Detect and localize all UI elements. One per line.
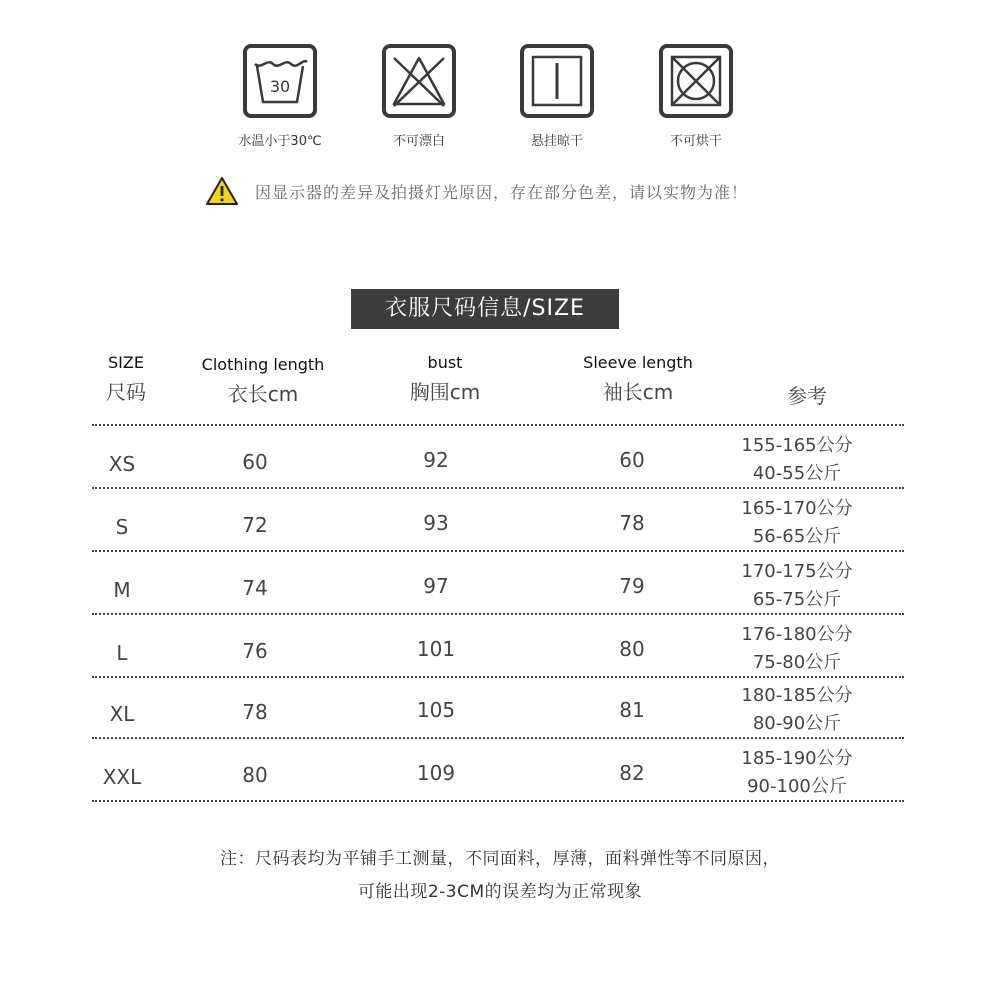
header-length <box>188 355 338 407</box>
table-row <box>92 426 904 489</box>
row-weight: 90-100公斤 <box>747 776 847 797</box>
header-sleeve-en: Sleeve length <box>583 353 693 372</box>
row-bust: 92 <box>423 448 449 472</box>
row-weight: 75-80公斤 <box>752 652 842 673</box>
care-label-bleach: 不可漂白 <box>392 134 445 149</box>
header-sleeve <box>566 353 710 405</box>
header-bust-en: bust <box>427 353 463 372</box>
row-height: 165-170公分 <box>741 498 853 519</box>
care-label-hang: 悬挂晾干 <box>530 134 583 149</box>
row-bust: 105 <box>416 698 456 722</box>
header-bust-zh: 胸围cm <box>409 380 481 404</box>
row-sleeve: 78 <box>619 511 645 535</box>
row-sleeve: 79 <box>619 574 645 598</box>
table-row <box>92 676 904 739</box>
note-line-2: 可能出现2-3CM的误差均为正常现象 <box>357 882 643 902</box>
wash-30-icon <box>243 44 317 118</box>
row-sleeve: 81 <box>619 698 645 722</box>
row-sleeve: 60 <box>619 448 645 472</box>
header-ref <box>772 380 842 409</box>
row-height: 170-175公分 <box>741 561 853 582</box>
table-row <box>92 552 904 615</box>
table-row <box>92 615 904 678</box>
row-sleeve: 80 <box>619 637 645 661</box>
row-size: L <box>116 641 128 665</box>
row-length: 78 <box>242 700 268 724</box>
care-hang <box>518 44 596 149</box>
row-height: 155-165公分 <box>741 435 853 456</box>
row-reference <box>722 558 872 614</box>
row-length: 72 <box>242 513 268 537</box>
header-size <box>93 353 159 405</box>
row-divider <box>92 800 904 802</box>
row-length: 74 <box>242 576 268 600</box>
wash-temp: 30 <box>269 77 291 96</box>
row-bust: 93 <box>423 511 449 535</box>
row-size: XXL <box>102 765 142 789</box>
care-tumble <box>657 44 735 149</box>
hang-dry-icon <box>520 44 594 118</box>
header-ref-zh: 参考 <box>787 384 827 408</box>
row-sleeve: 82 <box>619 761 645 785</box>
note-line-1: 注：尺码表均为平铺手工测量，不同面料，厚薄，面料弹性等不同原因， <box>220 849 780 869</box>
row-weight: 80-90公斤 <box>752 713 842 734</box>
row-weight: 65-75公斤 <box>752 589 842 610</box>
row-bust: 101 <box>416 637 456 661</box>
no-tumble-dry-icon <box>659 44 733 118</box>
warning-text: 因显示器的差异及拍摄灯光原因，存在部分色差，请以实物为准！ <box>255 182 749 202</box>
row-reference <box>722 432 872 488</box>
row-size: XL <box>109 702 135 726</box>
size-title-banner: 衣服尺码信息/SIZE <box>351 289 619 329</box>
color-warning <box>205 176 748 206</box>
row-reference <box>722 621 872 677</box>
row-reference <box>722 495 872 551</box>
table-row <box>92 739 904 802</box>
care-bleach <box>380 44 458 149</box>
row-size: XS <box>108 452 136 476</box>
row-bust: 109 <box>416 761 456 785</box>
header-size-zh: 尺码 <box>106 380 146 404</box>
header-bust <box>390 353 500 405</box>
header-sleeve-zh: 袖长cm <box>602 380 674 404</box>
row-length: 80 <box>242 763 268 787</box>
row-weight: 40-55公斤 <box>752 463 842 484</box>
row-reference <box>722 682 872 738</box>
care-wash <box>238 44 322 149</box>
row-length: 76 <box>242 639 268 663</box>
row-reference <box>722 745 872 801</box>
table-row <box>92 489 904 552</box>
row-height: 185-190公分 <box>741 748 853 769</box>
row-height: 180-185公分 <box>741 685 853 706</box>
warning-icon <box>205 176 239 206</box>
header-length-zh: 衣长cm <box>227 382 299 406</box>
row-bust: 97 <box>423 574 449 598</box>
care-label-wash: 水温小于30℃ <box>238 134 322 149</box>
row-weight: 56-65公斤 <box>752 526 842 547</box>
row-size: M <box>113 578 131 602</box>
row-length: 60 <box>242 450 268 474</box>
care-label-tumble: 不可烘干 <box>669 134 722 149</box>
header-length-en: Clothing length <box>201 355 325 374</box>
row-height: 176-180公分 <box>741 624 853 645</box>
header-size-en: SIZE <box>108 353 144 372</box>
no-bleach-icon <box>382 44 456 118</box>
row-size: S <box>115 515 129 539</box>
